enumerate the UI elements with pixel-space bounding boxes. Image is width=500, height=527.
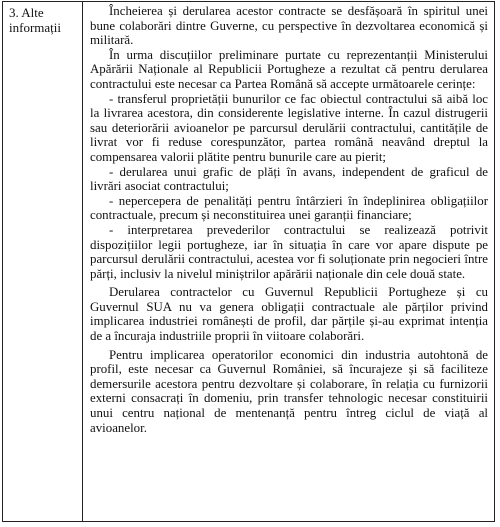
paragraph-cooperation-spirit: Încheierea și derularea acestor contracte se desfășoară în spiritul unei bune colaborări dintre Guverne, cu perspective în dezvoltarea economică și militară.: [90, 4, 488, 48]
section-label-cell: [3, 2, 83, 521]
requirement-ownership-transfer: - transferul proprietății bunurilor ce fac obiectul contractului să aibă loc la livrarea acestora, din considerente legislative interne. În cazul distrugerii sau deteriorării avioanelor pe parcursul derulării contractului, cantitățile de livrat vor fi reduse corespunzător, partea română neavând dreptul la compensarea valorii plătite pentru bunurile care au pierit;: [90, 91, 488, 164]
requirement-advance-payments: - derularea unui grafic de plăți în avans, independent de graficul de livrări asociat contractului;: [90, 164, 488, 194]
requirement-no-penalties: - nepercepera de penalități pentru întârzieri în îndeplinirea obligațiilor contractuale, precum și neconstituirea unei garanții financiare;: [90, 193, 488, 223]
paragraph-local-industry-involvement: Pentru implicarea operatorilor economici din industria autohtonă de profil, este necesar ca Guvernul României, să încurajeze și să faciliteze demersurile acestora pentru dezvoltare și colaborare, în relația cu furnizorii externi consacrați în domeniu, prin transfer tehnologic necesar constituirii unui centru național de mentenanță pentru întreg ciclul de viață al avioanelor.: [90, 347, 488, 435]
requirement-portuguese-law: - interpretarea prevederilor contractului se realizează potrivit dispozițiilor legii portugheze, iar în situația în care vor apare dispute pe parcursul derulării contractului, acestea vor fi soluționate prin negocieri între părți, inclusiv la nivelul miniștrilor apărării naționale din cele două state.: [90, 222, 488, 281]
section-content-cell: [83, 2, 494, 521]
section-label: 3. Alte informații: [9, 5, 61, 35]
paragraph-no-industry-obligations: Derularea contractelor cu Guvernul Republicii Portugheze și cu Guvernul SUA nu va genera obligații contractuale ale părților privind implicarea industriei românești de profil, dar părțile și-au exprimat intenția de a încuraja industriile proprii în viitoare colaborări.: [90, 285, 488, 344]
paragraph-preliminary-discussions: În urma discuțiilor preliminare purtate cu reprezentanții Ministerului Apărării Naționale al Republicii Portugheze a rezultat că pentru derularea contractului este necesar ca Partea Română să accepte următoarele cerințe:: [90, 47, 488, 91]
document-table: [2, 1, 495, 522]
